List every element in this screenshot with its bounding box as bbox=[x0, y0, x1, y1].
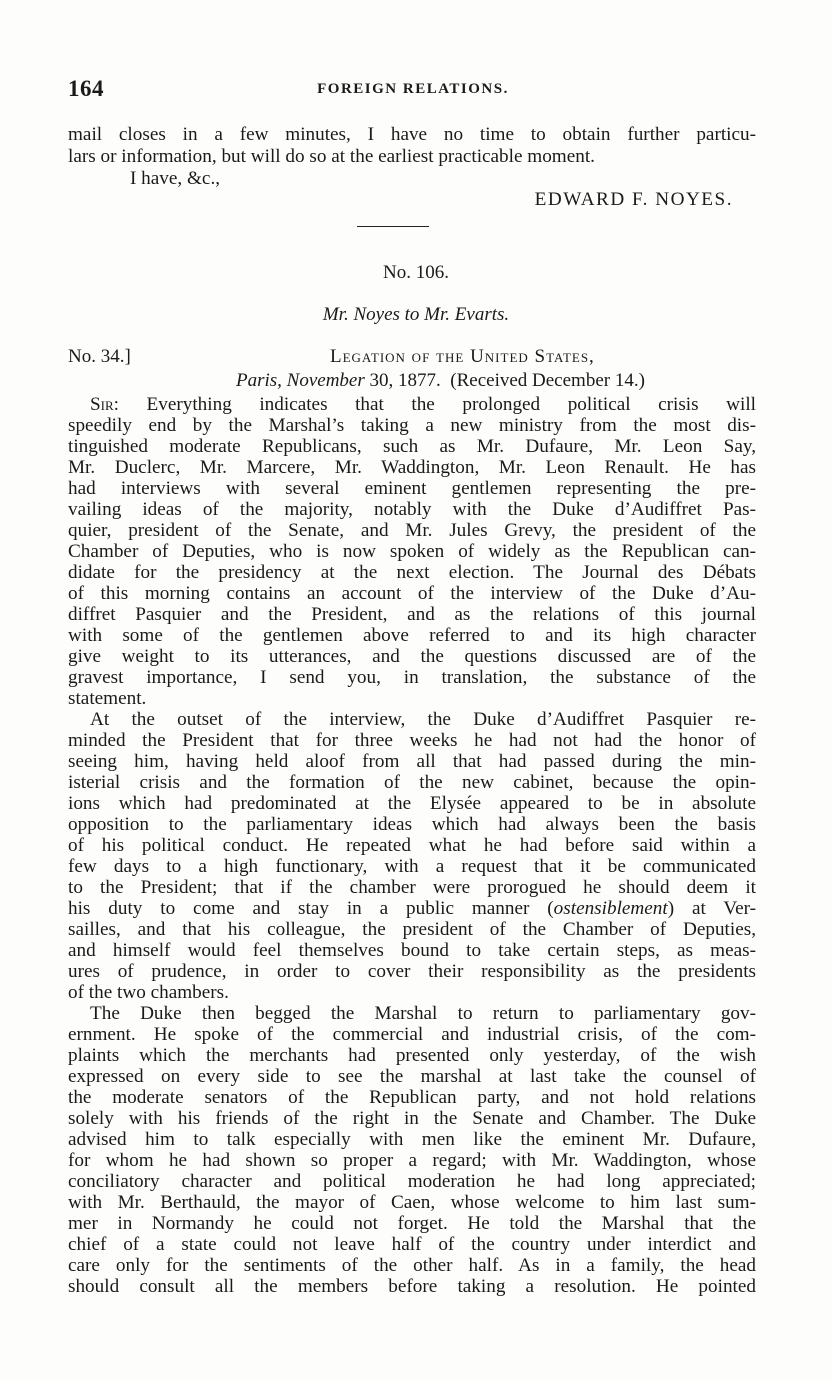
text-line: of his political conduct. He repeated what he had before said within a bbox=[68, 835, 756, 856]
page-number: 164 bbox=[68, 76, 104, 101]
text-line: didate for the presidency at the next election. The Journal des Débats bbox=[68, 562, 756, 583]
date-place: Paris, November bbox=[236, 370, 365, 391]
date-rest: 30, 1877. bbox=[369, 370, 441, 391]
dateline bbox=[236, 370, 645, 392]
text-line: isterial crisis and the formation of the new cabinet, because the opin- bbox=[68, 772, 756, 793]
text-line: gravest importance, I send you, in translation, the substance of the bbox=[68, 667, 756, 688]
text-line: ures of prudence, in order to cover their responsibility as the presidents bbox=[68, 961, 756, 982]
text-line: minded the President that for three weeks he had not had the honor of bbox=[68, 730, 756, 751]
text-line: mer in Normandy he could not forget. He told the Marshal that the bbox=[68, 1213, 756, 1234]
text-line: speedily end by the Marshal’s taking a new ministry from the most dis- bbox=[68, 415, 756, 436]
text-line: opposition to the parliamentary ideas which had always been the basis bbox=[68, 814, 756, 835]
text-line: chief of a state could not leave half of the country under interdict and bbox=[68, 1234, 756, 1255]
text-fragment: his duty to come and stay in a public manner ( bbox=[68, 898, 554, 919]
text-line: Mr. Duclerc, Mr. Marcere, Mr. Waddington, Mr. Leon Renault. He has bbox=[68, 457, 756, 478]
text-line: conciliatory character and political moderation he had long appreciated; bbox=[68, 1171, 756, 1192]
text-line: and himself would feel themselves bound to take certain steps, as meas- bbox=[68, 940, 756, 961]
text-line: sailles, and that his colleague, the president of the Chamber of Deputies, bbox=[68, 919, 756, 940]
text-line: diffret Pasquier and the President, and as the relations of this journal bbox=[68, 604, 756, 625]
paragraph-first-line: At the outset of the interview, the Duke d’Audiffret Pasquier re- bbox=[90, 709, 756, 730]
text-line: solely with his friends of the right in the Senate and Chamber. The Duke bbox=[68, 1108, 756, 1129]
text-line: care only for the sentiments of the other half. As in a family, the head bbox=[68, 1255, 756, 1276]
text-line: with some of the gentlemen above referred to and its high character bbox=[68, 625, 756, 646]
text-line: advised him to talk especially with men like the eminent Mr. Dufaure, bbox=[68, 1129, 756, 1150]
text-line: of the two chambers. bbox=[68, 982, 229, 1003]
italic-term: ostensiblement bbox=[553, 898, 668, 919]
text-line: should consult all the members before taking a resolution. He pointed bbox=[68, 1276, 756, 1297]
text-line bbox=[68, 898, 756, 919]
text-line: with Mr. Berthauld, the mayor of Caen, whose welcome to him last sum- bbox=[68, 1192, 756, 1213]
paragraph-first-line bbox=[90, 394, 756, 415]
running-head: FOREIGN RELATIONS. bbox=[317, 81, 509, 97]
first-line-text: : Everything indicates that the prolonged political crisis will bbox=[113, 394, 756, 415]
document-number: No. 106. bbox=[383, 262, 449, 283]
text-line: the moderate senators of the Republican party, and not hold relations bbox=[68, 1087, 756, 1108]
text-line: mail closes in a few minutes, I have no time to obtain further particu- bbox=[68, 124, 756, 145]
text-line: few days to a high functionary, with a request that it be communicated bbox=[68, 856, 756, 877]
document-title: Mr. Noyes to Mr. Evarts. bbox=[322, 304, 510, 325]
text-line: expressed on every side to see the marshal at last take the counsel of bbox=[68, 1066, 756, 1087]
dispatch-number: No. 34.] bbox=[68, 346, 131, 367]
page-header bbox=[68, 76, 758, 106]
text-line: ions which had predominated at the Elysée appeared to be in absolute bbox=[68, 793, 756, 814]
text-line: vailing ideas of the majority, notably with the Duke d’Audiffret Pas- bbox=[68, 499, 756, 520]
text-line: lars or information, but will do so at the earliest practicable moment. bbox=[68, 146, 595, 167]
text-line: had interviews with several eminent gentlemen representing the pre- bbox=[68, 478, 756, 499]
text-line: give weight to its utterances, and the questions discussed are of the bbox=[68, 646, 756, 667]
text-line: seeing him, having held aloof from all that had passed during the min- bbox=[68, 751, 756, 772]
legation-heading: Legation of the United States, bbox=[330, 346, 595, 367]
text-line: for whom he had shown so proper a regard; with Mr. Waddington, whose bbox=[68, 1150, 756, 1171]
salutation: Sir bbox=[90, 394, 114, 415]
text-line: of this morning contains an account of the interview of the Duke d’Au- bbox=[68, 583, 756, 604]
text-line: Chamber of Deputies, who is now spoken of widely as the Republican can- bbox=[68, 541, 756, 562]
section-divider bbox=[357, 226, 429, 227]
text-line: ernment. He spoke of the commercial and industrial crisis, of the com- bbox=[68, 1024, 756, 1045]
text-line: to the President; that if the chamber were prorogued he should deem it bbox=[68, 877, 756, 898]
text-line: quier, president of the Senate, and Mr. Jules Grevy, the president of the bbox=[68, 520, 756, 541]
signature: EDWARD F. NOYES. bbox=[534, 189, 733, 210]
text-line: plaints which the merchants had presented only yesterday, of the wish bbox=[68, 1045, 756, 1066]
received-note: (Received December 14.) bbox=[450, 370, 645, 391]
text-line: statement. bbox=[68, 688, 147, 709]
text-fragment: ) at Ver- bbox=[667, 898, 756, 919]
text-line: tinguished moderate Republicans, such as Mr. Dufaure, Mr. Leon Say, bbox=[68, 436, 756, 457]
paragraph-first-line: The Duke then begged the Marshal to return to parliamentary gov- bbox=[90, 1003, 756, 1024]
closing-line: I have, &c., bbox=[130, 168, 221, 189]
